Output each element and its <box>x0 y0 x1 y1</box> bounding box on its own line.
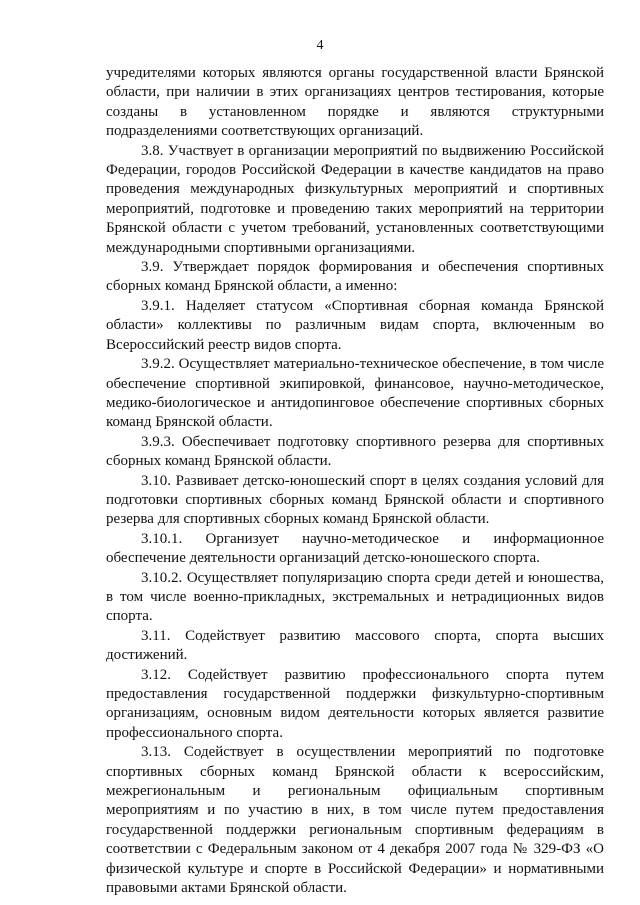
paragraph-3-9-1: 3.9.1. Наделяет статусом «Спортивная сборная команда Брянской области» коллективы по различным видам спорта, включенным во Всероссийский реестр видов спорта. <box>106 297 604 353</box>
paragraph-3-9: 3.9. Утверждает порядок формирования и обеспечения спортивных сборных команд Брянской области, а именно: <box>106 259 604 295</box>
paragraph-3-13: 3.13. Содействует в осуществлении мероприятий по подготовке спортивных сборных команд Брянской области к всероссийским, межрегиональным и региональным официальным спортивным мероприятиям и по участию в них, в том числе путем предоставления государственной поддержки региональным спортивным федерациям в соответствии с Федеральным законом от 4 декабря 2007 года № 329-ФЗ «О физической культуре и спорте в Российской Федерации» и нормативными правовыми актами Брянской области. <box>106 744 604 897</box>
paragraph-3-10-2: 3.10.2. Осуществляет популяризацию спорта среди детей и юношества, в том числе военно-прикладных, экстремальных и нетрадиционных видов спорта. <box>106 569 604 625</box>
paragraph-3-9-2: 3.9.2. Осуществляет материально-техническое обеспечение, в том числе обеспечение спортивной экипировкой, финансовое, научно-методическое, медико-биологическое и антидопинговое обеспечение спортивных сборных команд Брянской области. <box>106 356 604 431</box>
paragraph-3-12: 3.12. Содействует развитию профессионального спорта путем предоставления государственной поддержки физкультурно-спортивным организациям, основным видом деятельности которых является развитие профессионального спорта. <box>106 666 604 741</box>
paragraph-3-10: 3.10. Развивает детско-юношеский спорт в целях создания условий для подготовки спортивных сборных команд Брянской области и спортивного резерва для спортивных сборных команд Брянской области. <box>106 472 604 528</box>
paragraph-3-11: 3.11. Содействует развитию массового спорта, спорта высших достижений. <box>106 627 604 664</box>
paragraph-3-9-3: 3.9.3. Обеспечивает подготовку спортивного резерва для спортивных сборных команд Брянской области. <box>106 433 604 470</box>
paragraph-3-10-1: 3.10.1. Организует научно-методическое и информационное обеспечение деятельности организаций детско-юношеского спорта. <box>106 530 604 567</box>
paragraph-continuation: учредителями которых являются органы государственной власти Брянской области, при наличии в этих организациях центров тестирования, которые созданы в установленном порядке и являются структурными подразделениями соответствующих организаций. <box>106 65 604 140</box>
page-number: 4 <box>316 38 324 53</box>
document-body <box>106 64 604 898</box>
paragraph-3-8: 3.8. Участвует в организации мероприятий по выдвижению Российской Федерации, городов Российской Федерации в качестве кандидатов на право проведения международных физкультурных мероприятий и спортивных мероприятий, подготовке и проведению таких мероприятий на территории Брянской области с учетом требований, установленных соответствующими международными спортивными организациями. <box>106 142 604 256</box>
